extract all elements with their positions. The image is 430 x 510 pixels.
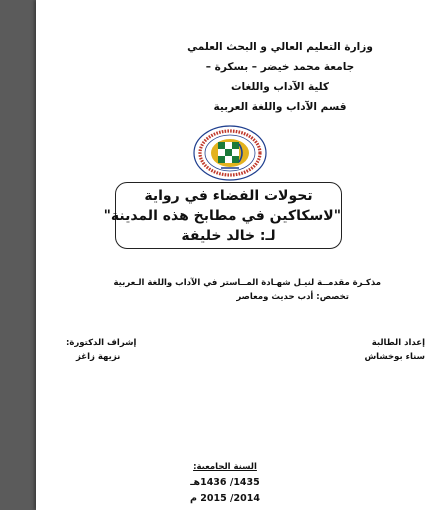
title-line-1: تحولات الفضاء في رواية: [144, 188, 313, 204]
supervisor-name: نزيهة زاغز: [76, 352, 121, 362]
title-line-3: لـ: خالد خليفة: [181, 228, 276, 244]
specialization: تخصص: أدب حديث ومعاصر: [236, 292, 349, 302]
title-line-2: "لاسكاكين في مطابخ هذه المدينة": [103, 208, 341, 224]
department-name: قسم الآداب واللغة العربية: [213, 100, 347, 113]
document-page: [36, 0, 430, 510]
supervisor-label: إشراف الدكتورة:: [66, 338, 137, 348]
university-seal-icon: [192, 124, 268, 182]
ministry-name: وزارة التعليم العالي و البحث العلمي: [187, 41, 373, 53]
header-block: [160, 38, 400, 118]
gregorian-year: 2014/ 2015 م: [190, 493, 260, 504]
memo-statement: مذكـرة مقدمــة لنيـل شهـادة المــاستر في الآداب واللغة الـعربية: [113, 278, 381, 288]
university-logo: [192, 124, 268, 182]
faculty-name: كلية الآداب واللغات: [230, 80, 330, 93]
hijri-year: 1435/ 1436هـ: [190, 477, 260, 488]
academic-year-block: [170, 462, 280, 504]
university-name: جامعة محمد خيضر – بسكرة –: [205, 60, 355, 73]
student-name: سناء بوخشاش: [364, 352, 425, 362]
academic-year-label: السنة الجامعية:: [193, 462, 257, 472]
student-label: إعداد الطالبة: [371, 338, 425, 348]
thesis-title-box: [103, 182, 342, 249]
